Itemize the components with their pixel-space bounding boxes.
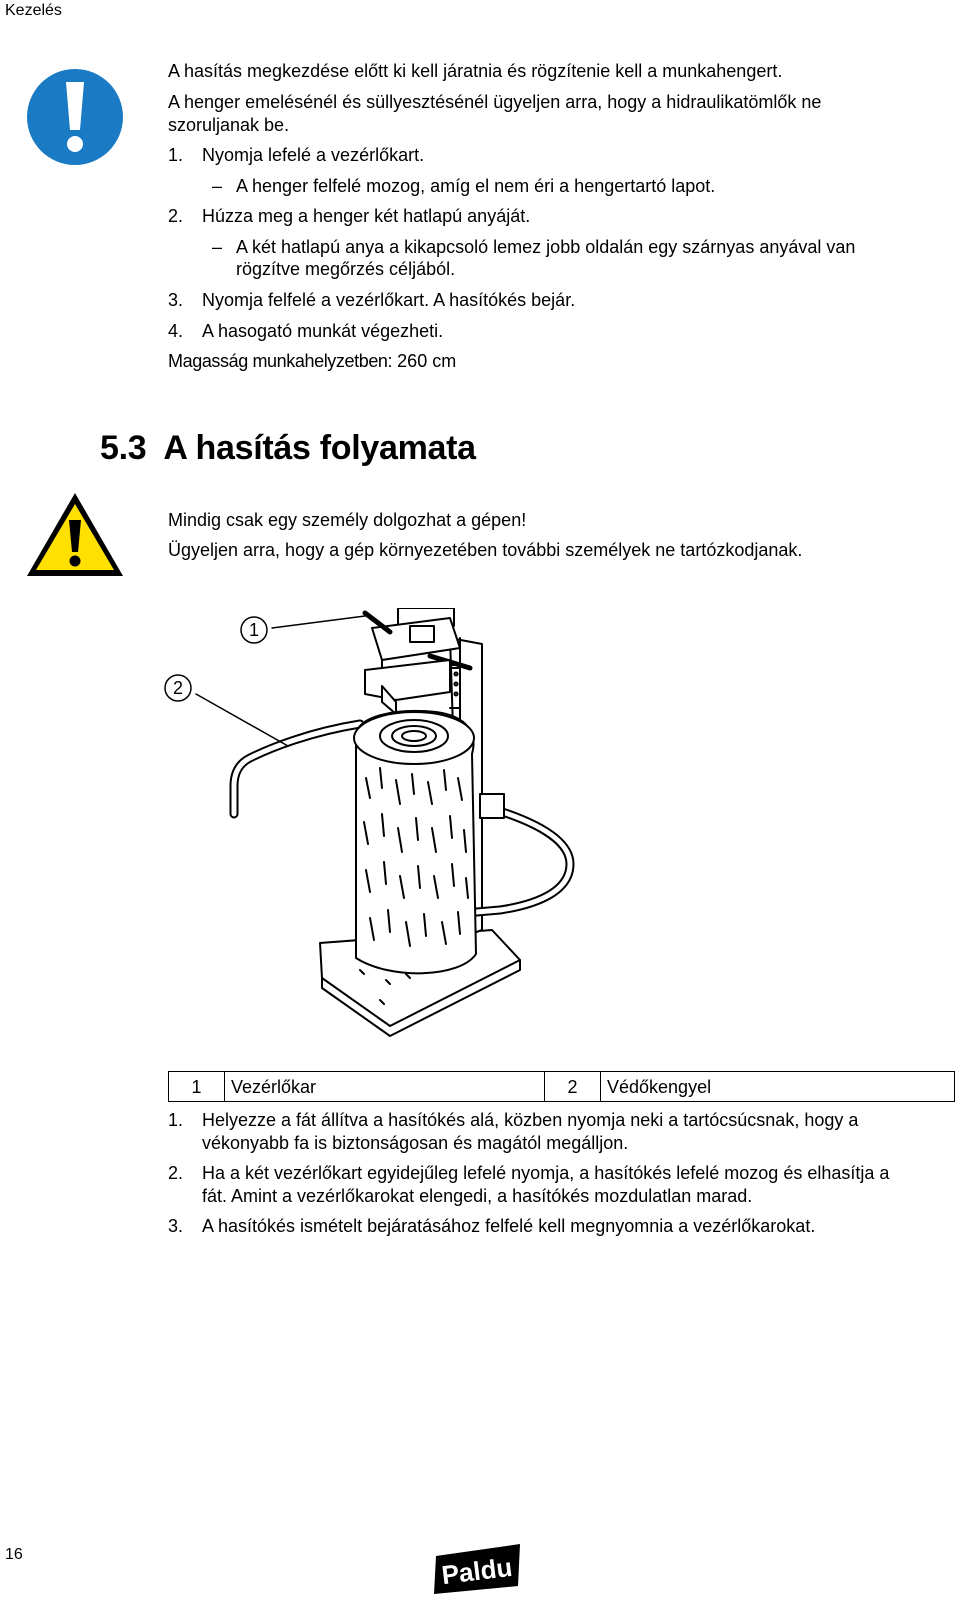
- working-height-value: 260 cm: [397, 351, 457, 371]
- exclamation-circle-icon: [26, 68, 124, 166]
- paldu-logo: [432, 1542, 524, 1596]
- legend-num-2: 2: [545, 1072, 601, 1102]
- legend-label-1: Vezérlőkar: [225, 1072, 545, 1102]
- working-height-label: Magasság munkahelyzetben:: [168, 351, 393, 371]
- callout-1-label: 1: [248, 620, 260, 640]
- notice-step-3: [168, 289, 575, 311]
- legend-table: [168, 1071, 955, 1102]
- section-header-label: Kezelés: [5, 2, 62, 19]
- step-text: A hasogató munkát végezheti.: [202, 321, 444, 341]
- step-text: Húzza meg a henger két hatlapú anyáját.: [202, 206, 531, 226]
- procedure-step-1-cont: vékonyabb fa is biztonságosan és magától megálljon.: [202, 1133, 629, 1153]
- warning-triangle-icon: [24, 490, 126, 580]
- step-number: 2.: [168, 1163, 184, 1183]
- log-splitter-illustration: [160, 608, 600, 1048]
- warning-line-1: Mindig csak egy személy dolgozhat a gépen!: [168, 510, 527, 530]
- procedure-step-2: [168, 1162, 889, 1184]
- procedure-step-3: [168, 1215, 815, 1237]
- svg-text:Paldu: Paldu: [439, 1551, 514, 1591]
- section-title: A hasítás folyamata: [163, 429, 476, 467]
- step-text: Nyomja lefelé a vezérlőkart.: [202, 145, 425, 165]
- notice-line-2: A henger emelésénél és süllyesztésénél ügyeljen arra, hogy a hidraulikatömlők ne: [168, 92, 822, 112]
- step-number: 1.: [168, 1110, 184, 1130]
- callout-2: [165, 675, 191, 701]
- notice-result-1: [212, 175, 715, 197]
- section-number: 5.3: [100, 429, 147, 467]
- notice-step-4: [168, 320, 443, 342]
- result-text: A henger felfelé mozog, amíg el nem éri a hengertartó lapot.: [236, 176, 716, 196]
- notice-result-2-cont: rögzítve megőrzés céljából.: [236, 259, 456, 279]
- step-number: 3.: [168, 1216, 184, 1236]
- step-text: A hasítókés ismételt bejáratásához felfelé kell megnyomnia a vezérlőkarokat.: [202, 1216, 816, 1236]
- legend-row: [169, 1072, 955, 1102]
- legend-label-2: Védőkengyel: [601, 1072, 955, 1102]
- legend-num-1: 1: [169, 1072, 225, 1102]
- notice-step-1: [168, 144, 424, 166]
- step-text: Ha a két vezérlőkart egyidejűleg lefelé nyomja, a hasítókés lefelé mozog és elhasítja a: [202, 1163, 890, 1183]
- result-dash: –: [212, 176, 223, 196]
- step-number: 2.: [168, 206, 184, 226]
- result-text: A két hatlapú anya a kikapcsoló lemez jobb oldalán egy szárnyas anyával van: [236, 237, 856, 257]
- procedure-step-2-cont: fát. Amint a vezérlőkarokat elengedi, a hasítókés mozdulatlan marad.: [202, 1186, 753, 1206]
- warning-line-2: Ügyeljen arra, hogy a gép környezetében további személyek ne tartózkodjanak.: [168, 540, 803, 560]
- procedure-step-1: [168, 1109, 858, 1131]
- section-heading: [100, 428, 476, 468]
- step-number: 1.: [168, 145, 184, 165]
- notice-result-2: [212, 236, 855, 258]
- notice-step-2: [168, 205, 530, 227]
- notice-line-3: szoruljanak be.: [168, 115, 290, 135]
- step-number: 3.: [168, 290, 184, 310]
- working-height: [168, 350, 456, 372]
- callout-1: [241, 617, 267, 643]
- step-text: Helyezze a fát állítva a hasítókés alá, közben nyomja neki a tartócsúcsnak, hogy a: [202, 1110, 859, 1130]
- result-dash: –: [212, 237, 223, 257]
- step-text: Nyomja felfelé a vezérlőkart. A hasítókés bejár.: [202, 290, 576, 310]
- callout-2-label: 2: [172, 678, 184, 698]
- notice-line-1: A hasítás megkezdése előtt ki kell járatnia és rögzítenie kell a munkahengert.: [168, 61, 783, 81]
- page-number: 16: [5, 1546, 23, 1563]
- step-number: 4.: [168, 321, 184, 341]
